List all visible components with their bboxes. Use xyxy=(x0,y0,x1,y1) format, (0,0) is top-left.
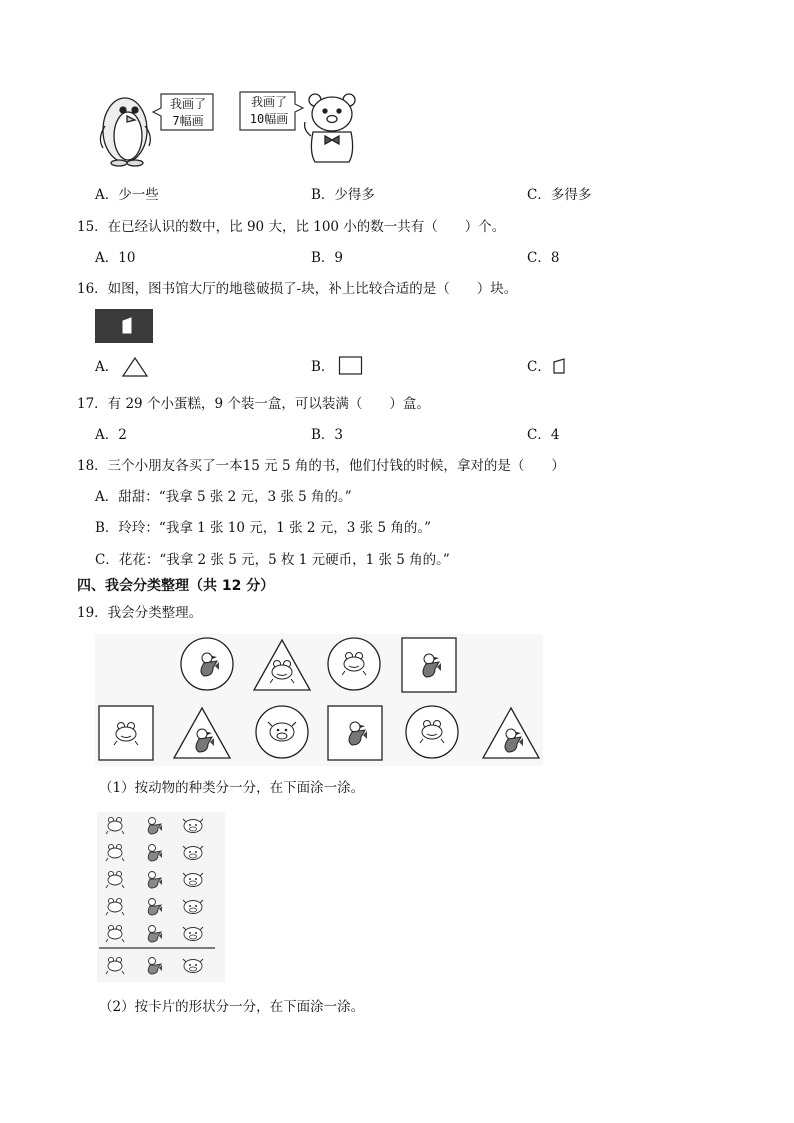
tally-row-2 xyxy=(106,844,203,861)
q15-question: 15．在已经认识的数中，比 90 大，比 100 小的数一共有（ ）个。 xyxy=(77,219,506,235)
tally-label-row xyxy=(106,957,203,974)
card-circle-bird xyxy=(181,638,233,690)
tally-row-4 xyxy=(106,898,203,915)
q16-option-b[interactable]: B． xyxy=(311,359,335,375)
q17-question: 17．有 29 个小蛋糕，9 个装一盒，可以装满（ ）盒。 xyxy=(77,396,430,412)
card-triangle-frog xyxy=(254,640,310,690)
card-square-bird-2 xyxy=(328,706,382,760)
tally-row-5 xyxy=(106,925,203,942)
bubble-right-text xyxy=(242,94,296,128)
animal-tally-chart[interactable] xyxy=(97,812,225,982)
q17-option-c[interactable]: C．4 xyxy=(527,427,560,443)
trapezoid-shape-icon[interactable] xyxy=(551,358,567,376)
carpet-figure xyxy=(95,309,153,343)
card-circle-cow xyxy=(256,706,308,758)
tally-row-3 xyxy=(106,871,203,888)
card-square-bird xyxy=(402,638,456,692)
bubble-right-line2: 10幅画 xyxy=(249,112,289,126)
penguin-illustration xyxy=(100,98,150,166)
q19-question: 19．我会分类整理。 xyxy=(77,605,203,621)
q17-option-a[interactable]: A．2 xyxy=(95,427,127,443)
card-triangle-bird-2 xyxy=(483,708,539,758)
q14-figure xyxy=(95,86,367,168)
carpet-hole-shape xyxy=(123,318,131,333)
q17-option-b[interactable]: B．3 xyxy=(311,427,344,443)
q16-question: 16．如图，图书馆大厅的地毯破损了-块，补上比较合适的是（ ）块。 xyxy=(77,281,518,297)
triangle-shape-icon[interactable] xyxy=(121,356,149,378)
bubble-left-line1: 我画了 xyxy=(169,97,206,111)
section-4-heading: 四、我会分类整理（共 12 分） xyxy=(77,578,275,594)
card-square-frog xyxy=(99,706,153,760)
q14-option-b[interactable]: B．少得多 xyxy=(311,187,375,203)
tally-row-1 xyxy=(106,817,203,834)
card-triangle-bird xyxy=(174,708,230,758)
q19-part1-instruction: （1）按动物的种类分一分，在下面涂一涂。 xyxy=(99,780,365,796)
q14-option-c[interactable]: C．多得多 xyxy=(527,187,592,203)
q16-option-c[interactable]: C． xyxy=(527,359,551,375)
bear-illustration xyxy=(305,94,355,162)
bubble-left-text xyxy=(163,96,213,130)
q18-option-a[interactable]: A．甜甜：“我拿 5 张 2 元，3 张 5 角的。” xyxy=(95,489,352,505)
bubble-right-line1: 我画了 xyxy=(250,95,287,109)
q19-part2-instruction: （2）按卡片的形状分一分，在下面涂一涂。 xyxy=(99,999,365,1015)
card-circle-frog-2 xyxy=(406,706,458,758)
q18-option-c[interactable]: C．花花：“我拿 2 张 5 元，5 枚 1 元硬币，1 张 5 角的。” xyxy=(95,552,450,568)
q14-option-a[interactable]: A．少一些 xyxy=(95,187,159,203)
q18-option-b[interactable]: B．玲玲：“我拿 1 张 10 元，1 张 2 元，3 张 5 角的。” xyxy=(95,520,432,536)
animal-cards-figure xyxy=(95,634,543,766)
bubble-left-line2: 7幅画 xyxy=(172,114,204,128)
rectangle-shape-icon[interactable] xyxy=(338,355,364,377)
q15-option-c[interactable]: C．8 xyxy=(527,250,560,266)
card-circle-frog xyxy=(328,638,380,690)
q16-option-a[interactable]: A． xyxy=(95,359,119,375)
q18-question: 18．三个小朋友各买了一本15 元 5 角的书，他们付钱的时候，拿对的是（ ） xyxy=(77,458,565,474)
q15-option-b[interactable]: B．9 xyxy=(311,250,344,266)
q15-option-a[interactable]: A．10 xyxy=(95,250,136,266)
